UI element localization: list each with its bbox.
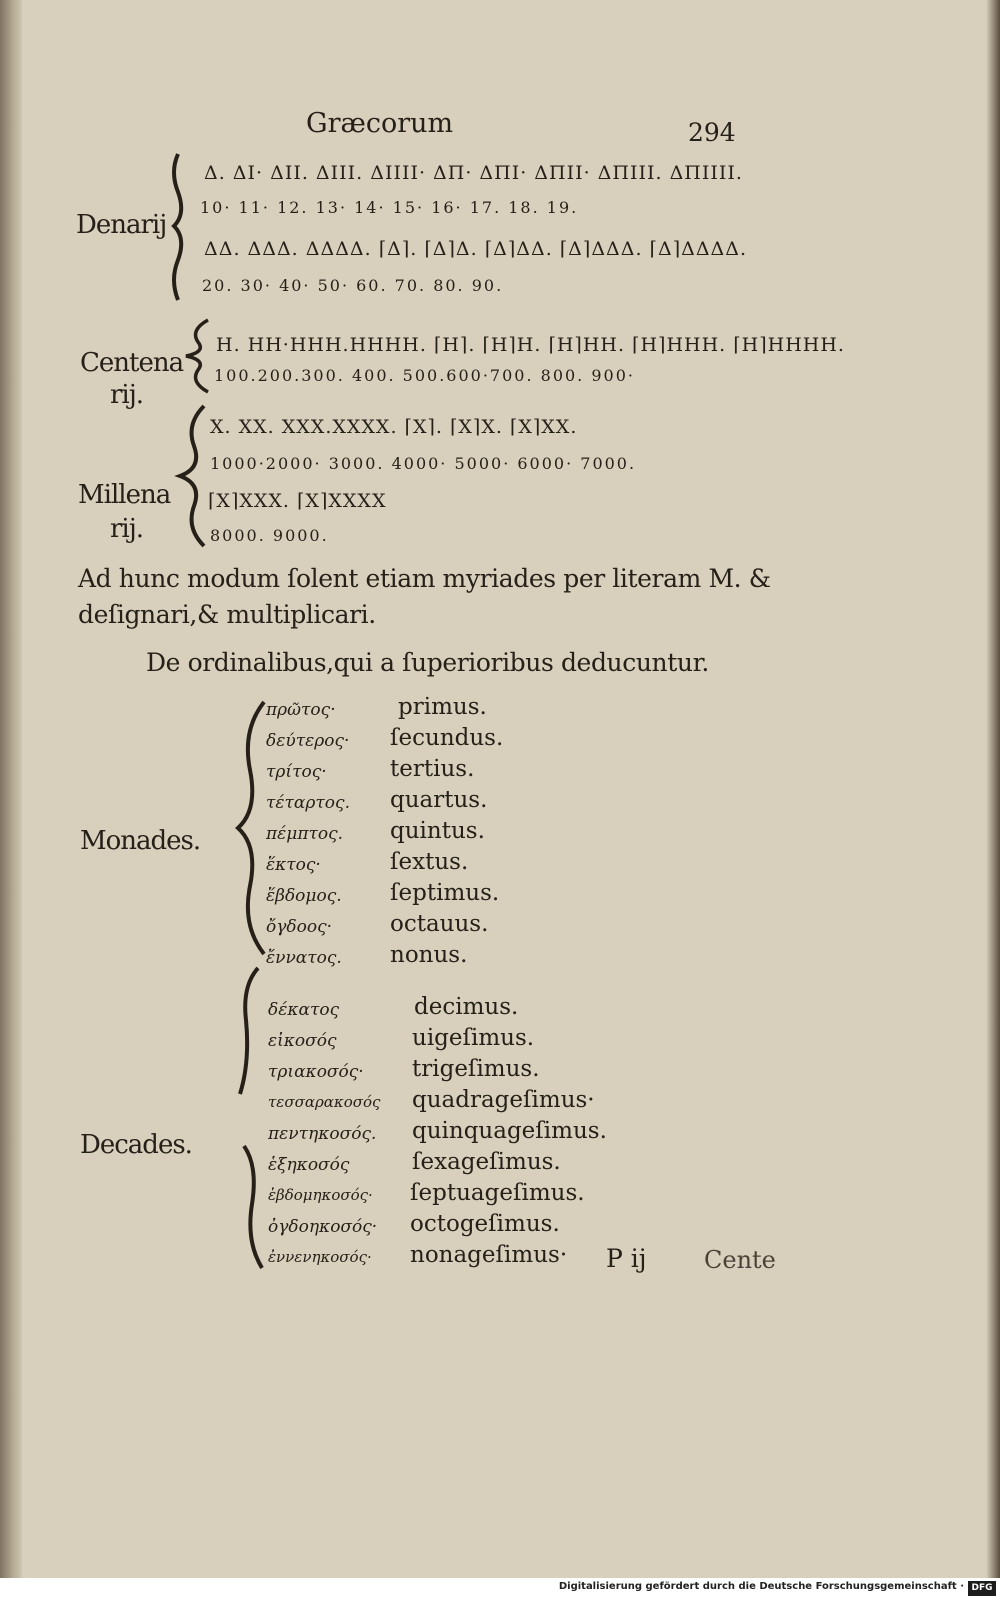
- monades-greek: τέταρτος.: [266, 793, 350, 813]
- catchword: Cente: [704, 1246, 776, 1274]
- decades-latin: octogeſimus.: [410, 1211, 560, 1237]
- decades-greek: δέκατος: [268, 1000, 340, 1020]
- centenarii-brace: [182, 318, 212, 394]
- denarii-values-row1: 10· 11· 12. 13· 14· 15· 16· 17. 18. 19.: [200, 198, 579, 217]
- running-title: Græcorum: [306, 108, 454, 139]
- millenarii-values-row1: 1000·2000· 3000. 4000· 5000· 6000· 7000.: [210, 454, 637, 473]
- denarii-values-row2: 20. 30· 40· 50· 60. 70. 80. 90.: [202, 276, 504, 295]
- monades-latin: ſextus.: [390, 849, 469, 875]
- centenarii-symbols-row1: H. HH·HHH.HHHH. ⌈H⌉. ⌈H⌉H. ⌈H⌉HH. ⌈H⌉HHH. ⌈H⌉HHHH.: [216, 334, 845, 356]
- monades-latin: quartus.: [390, 787, 488, 813]
- footer-credit: Digitalisierung gefördert durch die Deutsche Forschungsgemeinschaft ·: [558, 1581, 964, 1592]
- decades-greek: ἑξηκοσός: [268, 1155, 350, 1175]
- monades-latin: quintus.: [390, 818, 485, 844]
- millenarii-symbols-row1: X. XX. XXX.XXXX. ⌈X⌉. ⌈X⌉X. ⌈X⌉XX.: [210, 416, 578, 438]
- millenarii-symbols-row2: ⌈X⌉XXX. ⌈X⌉XXXX: [208, 490, 387, 512]
- monades-greek: πρῶτος·: [266, 700, 336, 720]
- centenarii-values-row1: 100.200.300. 400. 500.600·700. 800. 900·: [214, 366, 635, 385]
- decades-latin: nonageſimus·: [410, 1242, 568, 1268]
- decades-latin: ſexageſimus.: [412, 1149, 561, 1175]
- monades-greek: ὄγδοος·: [266, 917, 333, 937]
- monades-latin: ſecundus.: [390, 725, 504, 751]
- centenarii-label-line1: Centena: [80, 348, 184, 378]
- dfg-logo: DFG: [968, 1581, 996, 1596]
- millenarii-values-row2: 8000. 9000.: [210, 526, 329, 545]
- monades-latin: tertius.: [390, 756, 475, 782]
- decades-latin: decimus.: [414, 994, 519, 1020]
- centenarii-label-line2: rij.: [110, 380, 144, 410]
- monades-latin: primus.: [398, 694, 487, 720]
- footer-bar: [0, 1578, 1000, 1599]
- decades-greek: ἐννενηκοσός·: [268, 1248, 372, 1266]
- monades-greek: δεύτερος·: [266, 731, 350, 751]
- monades-greek: ἕβδομος.: [266, 886, 342, 906]
- decades-latin: quinquageſimus.: [412, 1118, 607, 1144]
- ordinals-heading: De ordinalibus,qui a ſuperioribus deducuntur.: [146, 648, 709, 677]
- paragraph-line2: deſignari,& multiplicari.: [78, 600, 376, 629]
- monades-greek: ἕκτος·: [266, 855, 321, 875]
- decades-greek: τεσσαρακοσός: [268, 1093, 381, 1111]
- decades-greek: ἑβδομηκοσός·: [268, 1186, 373, 1204]
- decades-latin: trigeſimus.: [412, 1056, 540, 1082]
- page-number: 294: [688, 118, 736, 147]
- denarii-brace: [168, 152, 202, 302]
- decades-brace-lower: [240, 1144, 266, 1270]
- monades-latin: ſeptimus.: [390, 880, 500, 906]
- monades-greek: πέμπτος.: [266, 824, 344, 844]
- decades-latin: ſeptuageſimus.: [410, 1180, 585, 1206]
- page-edge-shadow: [986, 0, 1000, 1578]
- monades-brace: [234, 700, 268, 956]
- decades-label: Decades.: [80, 1130, 192, 1160]
- book-spine: [0, 0, 22, 1578]
- monades-label: Monades.: [80, 826, 201, 856]
- monades-greek: τρίτος·: [266, 762, 327, 782]
- decades-latin: quadrageſimus·: [412, 1087, 595, 1113]
- decades-greek: πεντηκοσός.: [268, 1124, 377, 1144]
- millenarii-brace: [176, 404, 208, 548]
- decades-greek: ὀγδοηκοσός·: [268, 1217, 378, 1237]
- decades-brace-upper: [236, 966, 262, 1096]
- millenarii-label-line2: rij.: [110, 514, 144, 544]
- decades-greek: εἰκοσός: [268, 1031, 337, 1051]
- decades-latin: uigeſimus.: [412, 1025, 535, 1051]
- monades-greek: ἔννατος.: [266, 948, 342, 968]
- paragraph-line1: Ad hunc modum ſolent etiam myriades per literam M. &: [78, 564, 771, 593]
- denarii-symbols-row2: ΔΔ. ΔΔΔ. ΔΔΔΔ. ⌈Δ⌉. ⌈Δ⌉Δ. ⌈Δ⌉ΔΔ. ⌈Δ⌉ΔΔΔ. ⌈Δ⌉ΔΔΔΔ.: [204, 238, 748, 260]
- millenarii-label-line1: Millena: [78, 480, 171, 510]
- denarii-symbols-row1: Δ. ΔI· ΔII. ΔIII. ΔIIII· ΔΠ· ΔΠI· ΔΠII· ΔΠIII. ΔΠIIII.: [204, 162, 743, 184]
- decades-greek: τριακοσός·: [268, 1062, 364, 1082]
- monades-latin: octauus.: [390, 911, 489, 937]
- signature-mark: P ij: [606, 1244, 647, 1273]
- denarii-label: Denarij: [76, 210, 167, 240]
- monades-latin: nonus.: [390, 942, 468, 968]
